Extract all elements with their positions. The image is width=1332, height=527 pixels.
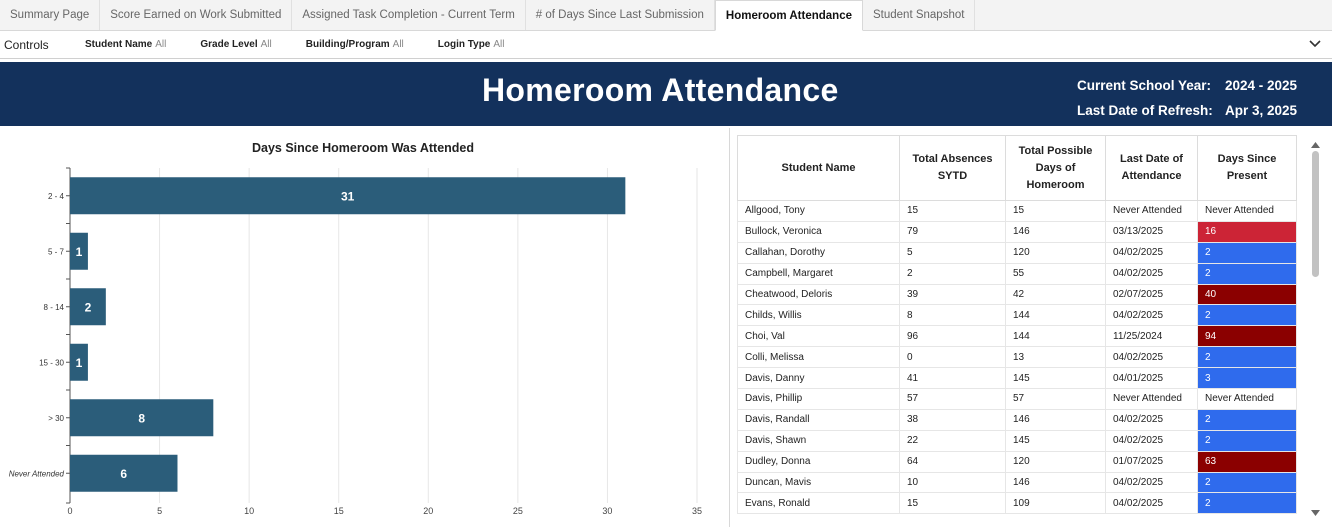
- cell-days-since-present: 2: [1198, 409, 1297, 430]
- filter-value: All: [392, 39, 404, 50]
- x-tick-label: 20: [423, 506, 434, 516]
- cell-days-since-present: 2: [1198, 347, 1297, 368]
- cell-total-absences: 96: [900, 326, 1006, 347]
- page-banner: [0, 62, 1332, 126]
- x-tick-label: 25: [512, 506, 523, 516]
- cell-days-since-present: 63: [1198, 451, 1297, 472]
- filter-grade-level[interactable]: [200, 39, 271, 50]
- category-label: > 30: [48, 413, 64, 423]
- filter-building-program[interactable]: [306, 39, 404, 50]
- cell-student-name: Davis, Danny: [738, 368, 900, 389]
- tab-score-earned[interactable]: Score Earned on Work Submitted: [100, 0, 292, 30]
- cell-days-since-present: 2: [1198, 493, 1297, 514]
- cell-total-possible-days: 144: [1006, 326, 1106, 347]
- cell-last-date-attendance: 04/02/2025: [1106, 347, 1198, 368]
- cell-days-since-present: 40: [1198, 284, 1297, 305]
- tab-bar: [0, 0, 1332, 31]
- page-title: Homeroom Attendance: [482, 72, 839, 108]
- table-row[interactable]: [738, 263, 1297, 284]
- cell-total-absences: 64: [900, 451, 1006, 472]
- cell-last-date-attendance: 04/01/2025: [1106, 368, 1198, 389]
- cell-total-absences: 39: [900, 284, 1006, 305]
- x-tick-label: 35: [691, 506, 703, 516]
- column-header-total-possible-days[interactable]: Total Possible Days of Homeroom: [1006, 136, 1106, 201]
- cell-days-since-present: 3: [1198, 368, 1297, 389]
- cell-student-name: Duncan, Mavis: [738, 472, 900, 493]
- filter-label: Student Name: [85, 39, 153, 50]
- cell-days-since-present: 94: [1198, 326, 1297, 347]
- cell-total-absences: 15: [900, 493, 1006, 514]
- cell-last-date-attendance: Never Attended: [1106, 389, 1198, 410]
- cell-total-absences: 57: [900, 389, 1006, 410]
- cell-student-name: Davis, Phillip: [738, 389, 900, 410]
- cell-days-since-present: 16: [1198, 221, 1297, 242]
- column-header-days-since-present[interactable]: Days Since Present: [1198, 136, 1297, 201]
- tab-days-since-submission[interactable]: # of Days Since Last Submission: [526, 0, 715, 30]
- x-tick-label: 10: [244, 506, 255, 516]
- data-label: 6: [120, 466, 128, 481]
- category-label: 15 - 30: [39, 358, 64, 368]
- refresh-value: Apr 3, 2025: [1225, 103, 1298, 118]
- cell-days-since-present: 2: [1198, 242, 1297, 263]
- cell-total-absences: 8: [900, 305, 1006, 326]
- cell-last-date-attendance: 04/02/2025: [1106, 242, 1198, 263]
- filter-value: All: [155, 39, 167, 50]
- table-row[interactable]: [738, 409, 1297, 430]
- cell-total-possible-days: 120: [1006, 451, 1106, 472]
- cell-student-name: Evans, Ronald: [738, 493, 900, 514]
- attendance-table-panel: [737, 135, 1297, 520]
- cell-student-name: Davis, Randall: [738, 409, 900, 430]
- cell-student-name: Choi, Val: [738, 326, 900, 347]
- cell-total-absences: 38: [900, 409, 1006, 430]
- table-row[interactable]: [738, 326, 1297, 347]
- column-header-total-absences[interactable]: Total Absences SYTD: [900, 136, 1006, 201]
- cell-student-name: Cheatwood, Deloris: [738, 284, 900, 305]
- table-row[interactable]: [738, 201, 1297, 222]
- attendance-table: [737, 135, 1297, 514]
- cell-student-name: Allgood, Tony: [738, 201, 900, 222]
- data-label: 8: [138, 411, 146, 426]
- cell-last-date-attendance: 11/25/2024: [1106, 326, 1198, 347]
- cell-days-since-present: 2: [1198, 263, 1297, 284]
- data-label: 1: [75, 244, 83, 259]
- cell-total-absences: 2: [900, 263, 1006, 284]
- chart-title: Days Since Homeroom Was Attended: [251, 141, 475, 155]
- cell-last-date-attendance: 03/13/2025: [1106, 221, 1198, 242]
- refresh-label: Last Date of Refresh:: [1077, 103, 1213, 118]
- cell-student-name: Dudley, Donna: [738, 451, 900, 472]
- cell-student-name: Davis, Shawn: [738, 430, 900, 451]
- tab-student-snapshot[interactable]: Student Snapshot: [863, 0, 975, 30]
- cell-last-date-attendance: 04/02/2025: [1106, 409, 1198, 430]
- scrollbar-thumb[interactable]: [1312, 151, 1319, 277]
- tab-assigned-task-completion[interactable]: Assigned Task Completion - Current Term: [292, 0, 525, 30]
- table-row[interactable]: [738, 242, 1297, 263]
- school-year-info: [1077, 78, 1297, 93]
- cell-student-name: Bullock, Veronica: [738, 221, 900, 242]
- cell-days-since-present: 2: [1198, 305, 1297, 326]
- cell-total-absences: 79: [900, 221, 1006, 242]
- table-row[interactable]: [738, 284, 1297, 305]
- column-header-student-name[interactable]: Student Name: [738, 136, 900, 201]
- cell-total-possible-days: 13: [1006, 347, 1106, 368]
- x-tick-label: 0: [67, 506, 73, 516]
- data-label: 2: [84, 300, 92, 315]
- table-row[interactable]: [738, 451, 1297, 472]
- cell-last-date-attendance: 02/07/2025: [1106, 284, 1198, 305]
- x-tick-label: 30: [602, 506, 613, 516]
- data-label: 31: [340, 189, 355, 204]
- cell-total-possible-days: 145: [1006, 368, 1106, 389]
- refresh-info: [1077, 103, 1297, 118]
- table-row[interactable]: [738, 493, 1297, 514]
- tab-summary-page[interactable]: Summary Page: [0, 0, 100, 30]
- controls-title[interactable]: Controls: [4, 37, 49, 52]
- cell-last-date-attendance: 04/02/2025: [1106, 472, 1198, 493]
- cell-days-since-present: 2: [1198, 472, 1297, 493]
- table-scrollbar[interactable]: [1307, 137, 1324, 520]
- cell-last-date-attendance: 04/02/2025: [1106, 493, 1198, 514]
- table-row[interactable]: [738, 389, 1297, 410]
- cell-last-date-attendance: 04/02/2025: [1106, 305, 1198, 326]
- cell-total-absences: 0: [900, 347, 1006, 368]
- tab-homeroom-attendance[interactable]: Homeroom Attendance: [715, 0, 863, 31]
- table-header-row: [738, 136, 1297, 201]
- cell-student-name: Campbell, Margaret: [738, 263, 900, 284]
- school-year-value: 2024 - 2025: [1225, 78, 1298, 93]
- cell-total-absences: 41: [900, 368, 1006, 389]
- table-row[interactable]: [738, 368, 1297, 389]
- table-row[interactable]: [738, 347, 1297, 368]
- cell-total-possible-days: 120: [1006, 242, 1106, 263]
- cell-last-date-attendance: 01/07/2025: [1106, 451, 1198, 472]
- table-row[interactable]: [738, 221, 1297, 242]
- filter-login-type[interactable]: [438, 39, 505, 50]
- category-label: Never Attended: [8, 469, 64, 479]
- category-label: 2 - 4: [47, 191, 64, 201]
- category-label: 8 - 14: [43, 302, 64, 312]
- cell-student-name: Colli, Melissa: [738, 347, 900, 368]
- cell-total-absences: 15: [900, 201, 1006, 222]
- cell-total-absences: 5: [900, 242, 1006, 263]
- cell-days-since-present: Never Attended: [1198, 201, 1297, 222]
- cell-days-since-present: 2: [1198, 430, 1297, 451]
- cell-student-name: Callahan, Dorothy: [738, 242, 900, 263]
- controls-bar: [0, 31, 1332, 59]
- cell-total-absences: 22: [900, 430, 1006, 451]
- filter-label: Grade Level: [200, 39, 258, 50]
- scroll-down-arrow-icon[interactable]: [1311, 509, 1320, 517]
- scroll-up-arrow-icon[interactable]: [1311, 141, 1320, 149]
- chevron-down-icon[interactable]: [1308, 37, 1322, 51]
- cell-last-date-attendance: 04/02/2025: [1106, 430, 1198, 451]
- column-header-last-date-attendance[interactable]: Last Date of Attendance: [1106, 136, 1198, 201]
- cell-total-absences: 10: [900, 472, 1006, 493]
- cell-student-name: Childs, Willis: [738, 305, 900, 326]
- x-tick-label: 5: [157, 506, 163, 516]
- cell-total-possible-days: 146: [1006, 221, 1106, 242]
- cell-last-date-attendance: Never Attended: [1106, 201, 1198, 222]
- days-since-attended-chart-panel: [0, 128, 730, 527]
- cell-total-possible-days: 57: [1006, 389, 1106, 410]
- cell-total-possible-days: 42: [1006, 284, 1106, 305]
- filter-label: Building/Program: [305, 39, 390, 50]
- x-tick-label: 15: [333, 506, 344, 516]
- data-label: 1: [75, 355, 83, 370]
- filter-value: All: [260, 39, 272, 50]
- filter-value: All: [493, 39, 505, 50]
- cell-total-possible-days: 146: [1006, 472, 1106, 493]
- cell-total-possible-days: 146: [1006, 409, 1106, 430]
- table-row[interactable]: [738, 305, 1297, 326]
- school-year-label: Current School Year:: [1077, 78, 1212, 93]
- cell-total-possible-days: 144: [1006, 305, 1106, 326]
- cell-total-possible-days: 109: [1006, 493, 1106, 514]
- table-row[interactable]: [738, 430, 1297, 451]
- category-label: 5 - 7: [47, 247, 64, 257]
- filter-student-name[interactable]: [85, 39, 166, 50]
- cell-last-date-attendance: 04/02/2025: [1106, 263, 1198, 284]
- filter-label: Login Type: [437, 39, 491, 50]
- cell-total-possible-days: 55: [1006, 263, 1106, 284]
- cell-total-possible-days: 15: [1006, 201, 1106, 222]
- cell-days-since-present: Never Attended: [1198, 389, 1297, 410]
- bar-chart: [0, 128, 729, 527]
- table-row[interactable]: [738, 472, 1297, 493]
- cell-total-possible-days: 145: [1006, 430, 1106, 451]
